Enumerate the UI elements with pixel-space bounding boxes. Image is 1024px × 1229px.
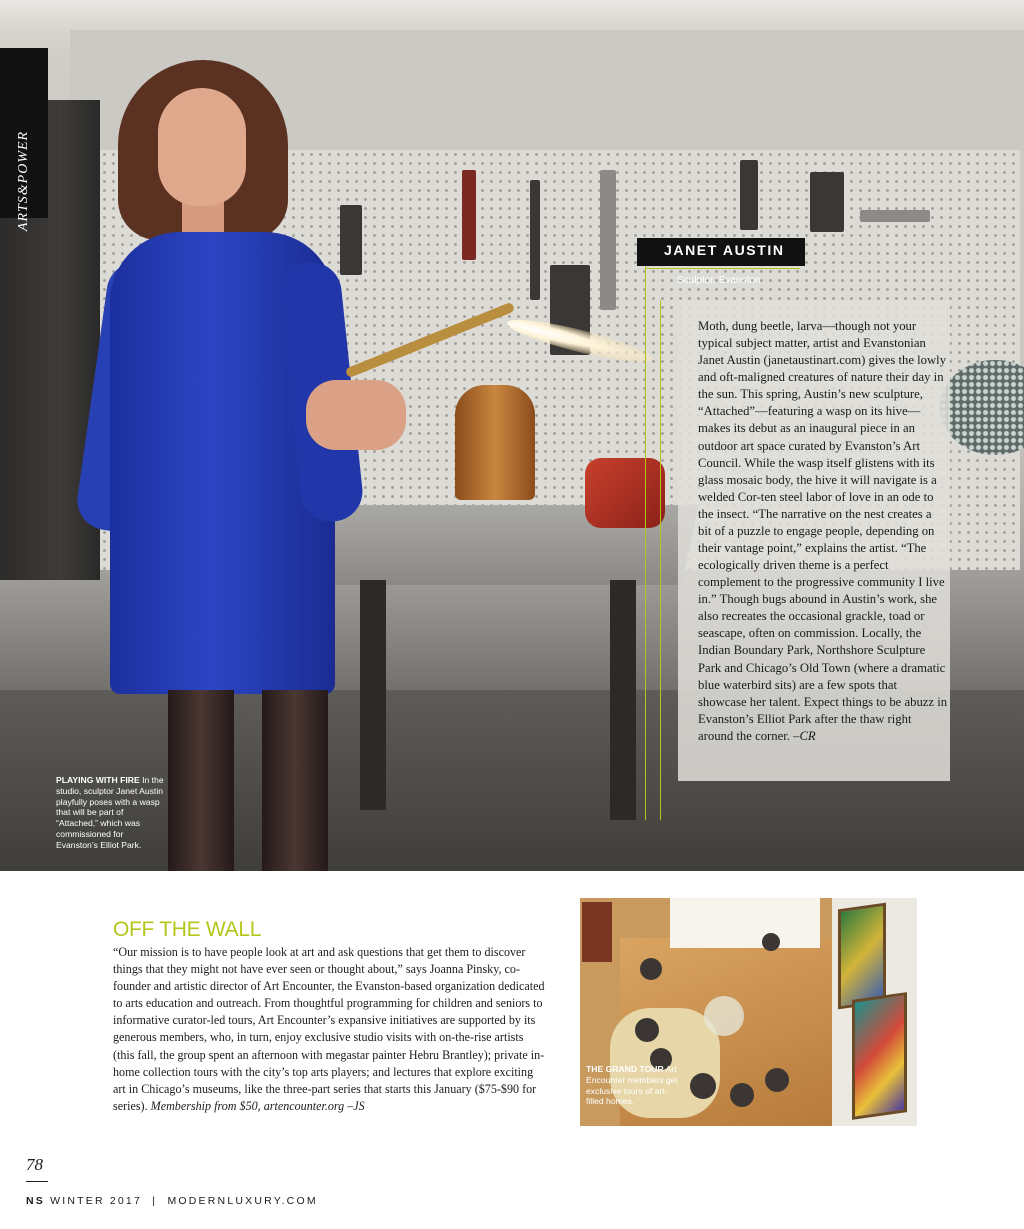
gas-tank — [455, 385, 535, 500]
footer-issue: WINTER 2017 — [50, 1195, 143, 1207]
hammer-tool — [860, 210, 930, 222]
inset-person — [765, 1068, 789, 1092]
page-number-rule — [26, 1181, 48, 1182]
hero-caption-text: In the studio, sculptor Janet Austin playfully poses with a wasp that will be part of “Attached,” which was commissioned for Evanston’s Elliot Park. — [56, 775, 164, 850]
inset-person — [640, 958, 662, 980]
page-number: 78 — [26, 1155, 43, 1174]
inset-caption-lead: THE GRAND TOUR — [586, 1064, 664, 1074]
inset-person — [762, 933, 780, 951]
footer-publication: NS — [26, 1195, 45, 1207]
welding-mask — [585, 458, 665, 528]
footer-separator: | — [152, 1195, 158, 1207]
inset-painting — [838, 903, 886, 1010]
hanging-tool — [810, 172, 844, 232]
accent-rule — [660, 300, 661, 820]
section-tab — [0, 48, 48, 232]
table-leg — [360, 580, 386, 810]
hanging-tool — [462, 170, 476, 260]
inset-person — [690, 1073, 716, 1099]
article-body — [113, 944, 545, 1115]
bio-signature: –CR — [793, 728, 816, 743]
article-text: “Our mission is to have people look at art and ask questions that get them to discover things that they might not have ever seen or thought about,” says Joanna Pinsky, co-founder and artistic director of Art Encounter, the Evanston-based organization dedicated to arts education and outreach. From thoughtful programming for children and seniors to informative curator-led tours, Art Encounter’s expansive initiatives are supported by its generous members, who, in turn, enjoy exclusive studio visits with on-the-rise artists (this fall, the group spent an afternoon with megastar painter Hebru Brantley); private in-home collection tours with the city’s top arts players; and lectures that explore exciting art in Chicago’s museums, like the three-part series that starts this January ($75-$90 for series). — [113, 945, 545, 1113]
inset-painting — [582, 902, 612, 962]
inset-caption — [586, 1064, 678, 1107]
inset-glass-table — [704, 996, 744, 1036]
hero-caption — [56, 775, 166, 851]
inset-person — [635, 1018, 659, 1042]
footer-folio — [26, 1195, 318, 1207]
person-face — [158, 88, 246, 206]
bio-body: Moth, dung beetle, larva—though not your typical subject matter, artist and Evanstonian Janet Austin (janetaustinart.com) gives the lowly and oft-maligned creatures of nature their day in the sun. This spring, Austin’s new sculpture, “Attached”—featuring a wasp on its hive—makes its debut as an inaugural piece in an outdoor art space curated by Evanston’s Art Council. While the wasp itself glistens with its glass mosaic body, the hive it will navigate is a welded Cor-ten steel labor of love in an ode to the insect. “The narrative on the nest creates a bit of a puzzle to engage people, depending on their vantage point,” explains the artist. “The ecologically driven theme is a perfect complement to the progressive community I live in.” Though bugs abound in Austin’s work, she also recreates the occasional grackle, toad or seascape, often on commission. Locally, the Indian Boundary Park, Northshore Sculpture Park and Chicago’s Old Town (where a dramatic blue waterbird sits) are a few spots that showcase her talent. Expect things to be abuzz in Evanston’s Elliot Park after the thaw right around the corner. — [698, 319, 948, 743]
section-tab-label: ARTS&POWER — [16, 130, 31, 232]
article-closing: Membership from $50, artencounter.org –JS — [150, 1098, 365, 1113]
inset-caption-text: Art Encounter members get exclusive tours of art-filled homes. — [586, 1064, 678, 1107]
profile-bio — [698, 318, 948, 745]
hanging-tool — [740, 160, 758, 230]
accent-rule — [645, 268, 800, 269]
inset-person — [730, 1083, 754, 1107]
person-leg — [262, 690, 328, 871]
person-hands — [306, 380, 406, 450]
inset-painting — [852, 992, 907, 1120]
profile-name: JANET AUSTIN — [637, 238, 805, 266]
hanging-tool — [530, 180, 540, 300]
article-title: OFF THE WALL — [113, 918, 262, 941]
profile-subtitle: Sculptor, Evanston — [677, 275, 761, 286]
table-leg — [610, 580, 636, 820]
hanging-tool — [600, 170, 616, 310]
footer-site: MODERNLUXURY.COM — [167, 1195, 318, 1207]
accent-rule — [645, 240, 646, 820]
clamp-tool — [340, 205, 362, 275]
person-leg — [168, 690, 234, 871]
inset-window — [670, 898, 820, 948]
hero-caption-lead: PLAYING WITH FIRE — [56, 775, 140, 785]
